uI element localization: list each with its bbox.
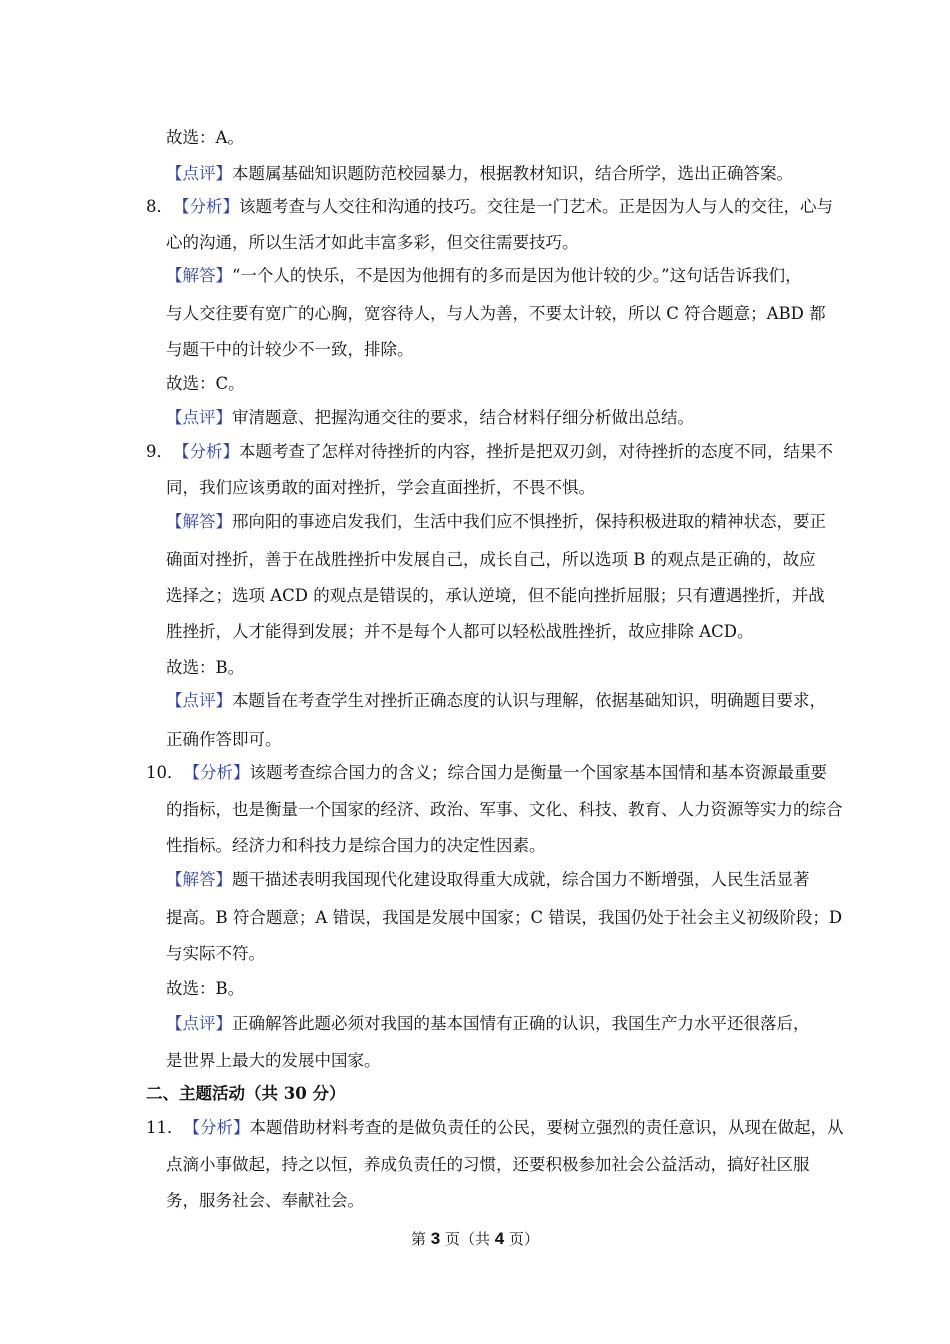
text-line: 正确作答即可。: [166, 730, 282, 749]
text-line: 务，服务社会、奉献社会。: [166, 1191, 364, 1210]
question-number: 11．: [146, 1118, 184, 1137]
comment-tag: 【点评】: [166, 408, 232, 427]
text-line: 点滴小事做起，持之以恒，养成负责任的习惯，还要积极参加社会公益活动，搞好社区服: [166, 1155, 810, 1174]
answer-tag: 【解答】: [166, 870, 232, 889]
current-page-number: 3: [430, 1229, 441, 1248]
text-line: 【解答】“一个人的快乐，不是因为他拥有的多而是因为他计较的少。”这句话告诉我们，: [166, 266, 802, 285]
text-line: 的指标，也是衡量一个国家的经济、政治、军事、文化、科技、教育、人力资源等实力的综合: [166, 800, 843, 819]
comment-tag: 【点评】: [166, 1014, 232, 1033]
text-line: 提高。B 符合题意；A 错误，我国是发展中国家；C 错误，我国仍处于社会主义初级阶段；D: [166, 908, 843, 927]
text-line: 故选：C。: [166, 374, 245, 393]
analysis-tag: 【分析】: [173, 197, 239, 216]
question-8-analysis: 8．【分析】该题考查与人交往和沟通的技巧。交往是一门艺术。正是因为人与人的交往，心与: [146, 195, 833, 219]
answer-tag: 【解答】: [166, 266, 232, 285]
text-line: 【点评】本题旨在考查学生对挫折正确态度的认识与理解，依据基础知识，明确题目要求，: [166, 691, 826, 710]
text-line: 确面对挫折，善于在战胜挫折中发展自己，成长自己，所以选项 B 的观点是正确的，故应: [166, 550, 816, 569]
text-line: 【点评】本题属基础知识题防范校园暴力，根据教材知识，结合所学，选出正确答案。: [166, 164, 793, 183]
analysis-tag: 【分析】: [183, 763, 250, 782]
question-11-analysis: 11．【分析】本题借助材料考查的是做负责任的公民，要树立强烈的责任意识，从现在做起，从: [146, 1116, 844, 1140]
section-heading: 二、主题活动（共 30 分）: [146, 1084, 346, 1103]
text-line: 故选：B。: [166, 979, 245, 998]
page-footer: 第 3 页（共 4 页）: [410, 1229, 540, 1248]
text-line: 与题干中的计较少不一致，排除。: [166, 340, 414, 359]
question-number: 9．: [146, 442, 173, 461]
text-line: 故选：B。: [166, 658, 245, 677]
text-line: 胜挫折，人才能得到发展；并不是每个人都可以轻松战胜挫折，故应排除 ACD。: [166, 622, 754, 641]
text-line: 选择之；选项 ACD 的观点是错误的，承认逆境，但不能向挫折屈服；只有遭遇挫折，并战: [166, 586, 825, 605]
question-10-analysis: 10．【分析】该题考查综合国力的含义；综合国力是衡量一个国家基本国情和基本资源最重要: [146, 761, 827, 785]
total-page-number: 4: [494, 1229, 505, 1248]
text-line: 故选：A。: [166, 128, 244, 147]
question-9-analysis: 9．【分析】本题考查了怎样对待挫折的内容，挫折是把双刃剑，对待挫折的态度不同，结果不: [146, 440, 833, 464]
text-line: 同，我们应该勇敢的面对挫折，学会直面挫折，不畏不惧。: [166, 478, 595, 497]
analysis-tag: 【分析】: [173, 442, 239, 461]
analysis-tag: 【分析】: [183, 1118, 250, 1137]
text-line: 【解答】题干描述表明我国现代化建设取得重大成就，综合国力不断增强，人民生活显著: [166, 870, 810, 889]
text-line: 是世界上最大的发展中国家。: [166, 1051, 381, 1070]
text-line: 【解答】邢向阳的事迹启发我们，生活中我们应不惧挫折，保持积极进取的精神状态，要正: [166, 512, 826, 531]
comment-tag: 【点评】: [166, 691, 232, 710]
text-line: 与人交往要有宽广的心胸，宽容待人，与人为善，不要太计较，所以 C 符合题意；ABD 都: [166, 304, 826, 323]
text-line: 与实际不符。: [166, 944, 265, 963]
text-line: 【点评】正确解答此题必须对我国的基本国情有正确的认识，我国生产力水平还很落后，: [166, 1014, 810, 1033]
text-line: 心的沟通，所以生活才如此丰富多彩，但交往需要技巧。: [166, 233, 579, 252]
question-number: 8．: [146, 197, 173, 216]
answer-tag: 【解答】: [166, 512, 232, 531]
text-line: 性指标。经济力和科技力是综合国力的决定性因素。: [166, 836, 546, 855]
text-line: 【点评】审清题意、把握沟通交往的要求，结合材料仔细分析做出总结。: [166, 408, 694, 427]
question-number: 10．: [146, 763, 184, 782]
comment-tag: 【点评】: [166, 164, 232, 183]
